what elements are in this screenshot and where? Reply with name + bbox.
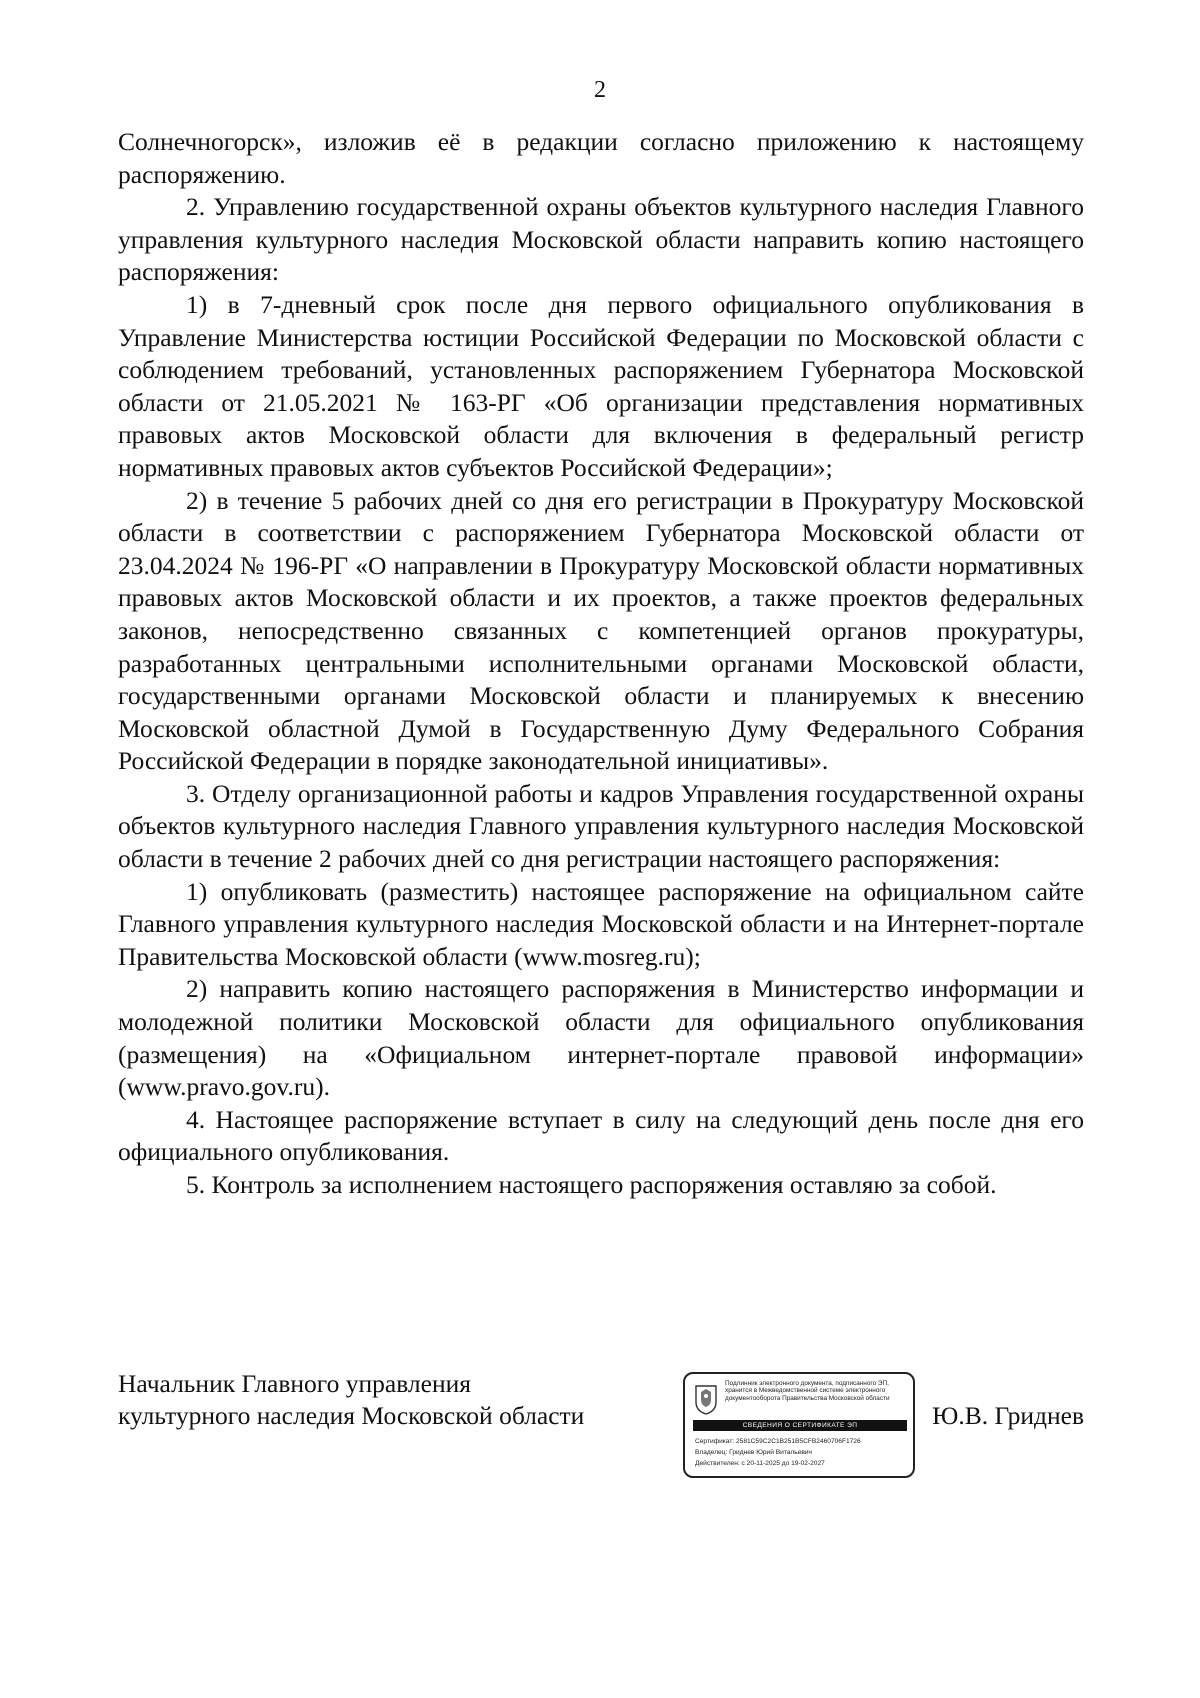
- stamp-certificate-id: Сертификат: 2581C59C2C1B251B5CFB2460706F1726: [695, 1438, 861, 1445]
- document-body: [118, 126, 1084, 1202]
- stamp-header-text: Подлинник электронного документа, подписанного ЭП, хранится в Межведомственной системе электронного документооборота Правительства Московской области: [725, 1380, 890, 1402]
- stamp-certificate-bar: СВЕДЕНИЯ О СЕРТИФИКАТЕ ЭП: [693, 1420, 907, 1431]
- paragraph: Солнечногорск», изложив её в редакции согласно приложению к настоящему распоряжению.: [118, 127, 1084, 189]
- stamp-owner: Владелец: Гриднев Юрий Витальевич: [695, 1449, 812, 1456]
- paragraph: 2) направить копию настоящего распоряжения в Министерство информации и молодежной политики Московской области для официального опубликования (размещения) на «Официальном интернет-портале правовой информации» (www.pravo.gov.ru).: [118, 974, 1084, 1102]
- signer-name: Ю.В. Гриднев: [932, 1401, 1084, 1430]
- stamp-details: [695, 1436, 909, 1469]
- signer-position-line: культурного наследия Московской области: [118, 1401, 585, 1430]
- electronic-signature-stamp: [683, 1372, 915, 1478]
- page-number: 2: [594, 77, 606, 103]
- paragraph: 1) в 7-дневный срок после дня первого официального опубликования в Управление Министерства юстиции Российской Федерации по Московской области с соблюдением требований, установленных распоряжением Губернатора Московской области от 21.05.2021 № 163-РГ «Об организации представления нормативных правовых актов Московской области для включения в федеральный регистр нормативных правовых актов субъектов Российской Федерации»;: [118, 289, 1084, 482]
- stamp-validity: Действителен: с 20-11-2025 до 19-02-2027: [695, 1460, 825, 1467]
- coat-of-arms-icon: [693, 1382, 719, 1416]
- paragraph: 2. Управлению государственной охраны объектов культурного наследия Главного управления культурного наследия Московской области направить копию настоящего распоряжения:: [118, 192, 1084, 287]
- paragraph: 5. Контроль за исполнением настоящего распоряжения оставляю за собой.: [186, 1170, 997, 1199]
- signer-position-line: Начальник Главного управления: [118, 1369, 471, 1398]
- paragraph: 4. Настоящее распоряжение вступает в силу на следующий день после дня его официального опубликования.: [118, 1104, 1084, 1167]
- signer-position: [118, 1368, 584, 1432]
- paragraph: 2) в течение 5 рабочих дней со дня его регистрации в Прокуратуру Московской области в соответствии с распоряжением Губернатора Московской области от 23.04.2024 № 196-РГ «О направлении в Прокуратуру Московской области нормативных правовых актов Московской области и их проектов, а также проектов федеральных законов, непосредственно связанных с компетенцией органов прокуратуры, разработанных центральными исполнительными органами Московской области, государственными органами Московской области и планируемых к внесению Московской областной Думой в Государственную Думу Федерального Собрания Российской Федерации в порядке законодательной инициативы».: [118, 485, 1084, 776]
- paragraph: 1) опубликовать (разместить) настоящее распоряжение на официальном сайте Главного управления культурного наследия Московской области и на Интернет-портале Правительства Московской области (www.mosreg.ru);: [118, 876, 1084, 971]
- paragraph: 3. Отделу организационной работы и кадров Управления государственной охраны объектов культурного наследия Главного управления культурного наследия Московской области в течение 2 рабочих дней со дня регистрации настоящего распоряжения:: [118, 778, 1084, 874]
- signature-block: [118, 1368, 1084, 1518]
